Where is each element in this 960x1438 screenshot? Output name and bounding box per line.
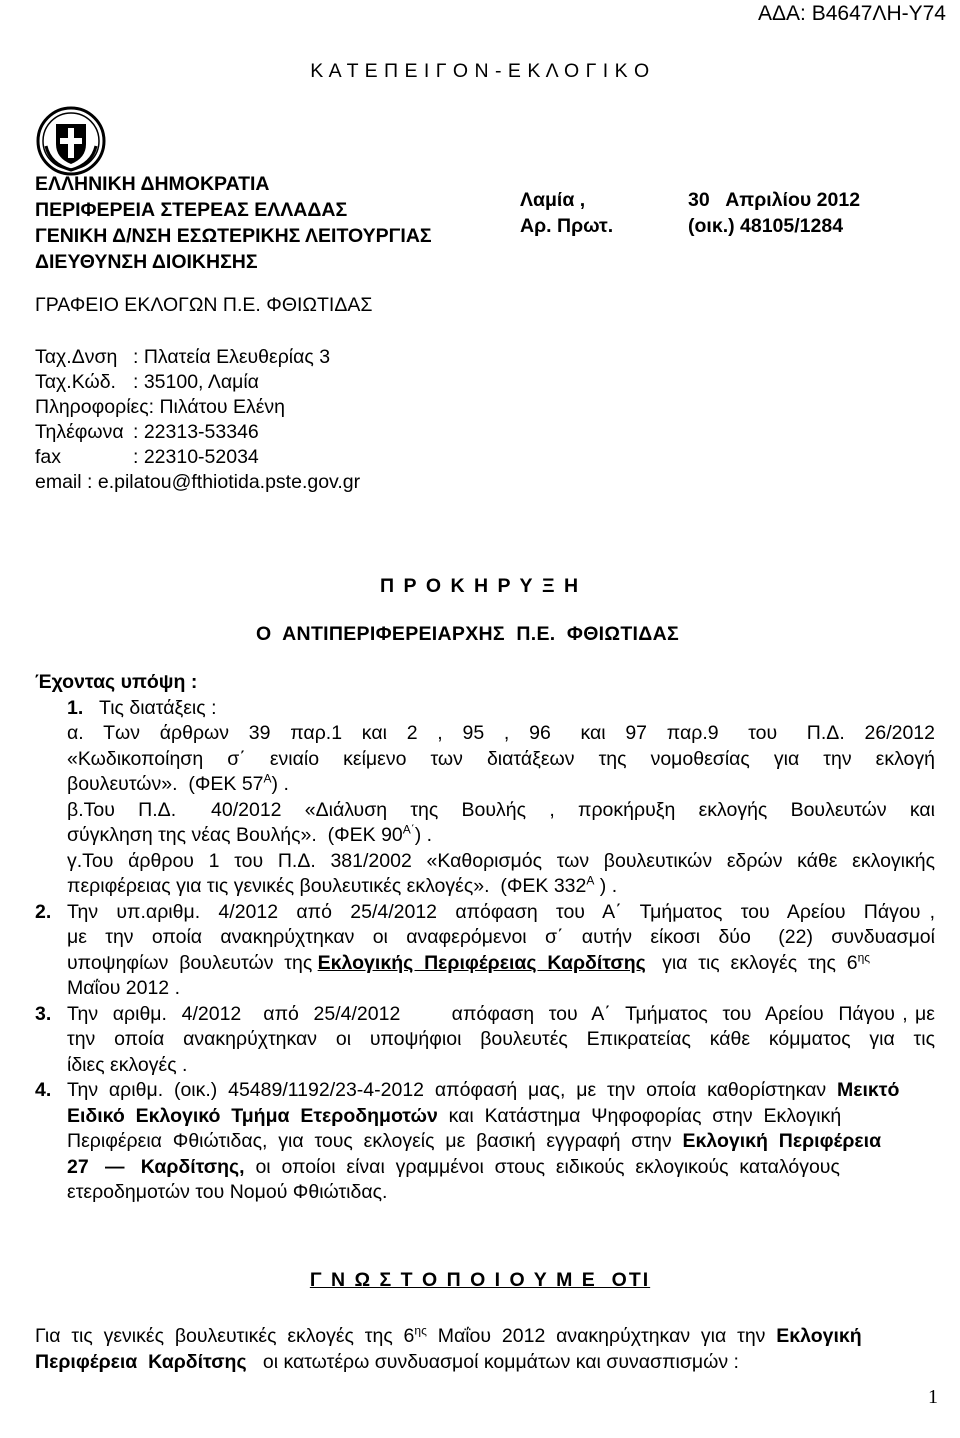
subitem-a-line: βουλευτών». (ΦΕΚ $57^A$) . [67, 771, 289, 795]
document-date: 30 Απριλίου 2012 [688, 189, 861, 211]
item-4-line: Περιφέρεια Φθιώτιδας, για τους εκλογείς με βασική εγγραφή στην Εκλογική Περιφέρεια [67, 1130, 882, 1152]
item-4-line: Ειδικό Εκλογικό Τμήμα Ετεροδημοτών και Κατάστημα Ψηφοφορίας στην Εκλογική [67, 1104, 842, 1127]
page-number: 1 [928, 1386, 938, 1408]
item-3-line: την οποία ανακηρύχτηκαν οι υποψήφιοι βουλευτές Επικρατείας κάθε κόμματος για τις [67, 1028, 935, 1050]
item-number: 1. [67, 696, 84, 719]
zip-key: Ταχ.Κώδ. [35, 371, 116, 393]
date-protocol-values [688, 187, 860, 239]
phone-value: : 22313-53346 [133, 421, 259, 443]
subitem-a-line: α. Των άρθρων 39 παρ.1 και 2 , 95 , 96 και 97 παρ.9 του Π.Δ. 26/2012 [67, 722, 935, 744]
item-3: 3. Την αριθμ. 4/2012 από 25/4/2012 απόφαση του Α΄ Τμήματος του Αρείου Πάγου , με την οποία ανακηρύχτηκαν οι υποψήφιοι βουλευτές Επικρατείας κάθε κόμματος για τις ίδιες εκλογές . [35, 1002, 935, 1079]
issuer-header [35, 171, 432, 275]
protocol-label: Αρ. Πρωτ. [520, 215, 614, 237]
zip-value: : 35100, Λαμία [133, 371, 259, 393]
item-2-line: Μαΐου 2012 . [67, 977, 180, 999]
item-4-line: ετεροδημοτών του Νομού Φθιώτιδας. [67, 1181, 388, 1203]
item-2: 2. Την υπ.αριθμ. 4/2012 από 25/4/2012 απόφαση του Α΄ Τμήματος του Αρείου Πάγου , με την οποία ανακηρύχτηκαν οι αναφερόμενοι σ΄ αυτήν είκοσι δύο (22) συνδυασμοί υποψηφίων βουλευτών της Εκλογικής Περιφέρειας Καρδίτσης για τις εκλογές της $6^{\eta\varsigma}$ Μαΐου 2012 . [35, 900, 935, 1002]
item-1-subitems [35, 721, 935, 900]
header-line: ΕΛΛΗΝΙΚΗ ΔΗΜΟΚΡΑΤΙΑ [35, 173, 270, 195]
fax-value: : 22310-52034 [133, 446, 259, 468]
header-line: ΓΕΝΙΚΗ Δ/ΝΣΗ ΕΣΩΤΕΡΙΚΗΣ ΛΕΙΤΟΥΡΓΙΑΣ [35, 225, 432, 247]
urgency-heading: Κ Α Τ Ε Π Ε Ι Γ Ο Ν - Ε Κ Λ Ο Γ Ι Κ Ο [310, 60, 650, 82]
document-body [35, 670, 935, 1206]
announcement-title: Γ Ν Ω Σ Τ Ο Π Ο Ι Ο Υ Μ Ε ΟΤΙ [309, 1269, 651, 1291]
protocol-number: (οικ.) 48105/1284 [688, 215, 844, 237]
subitem-a-line: «Κωδικοποίηση σ΄ ενιαίο κείμενο των διατάξεων της νομοθεσίας για την εκλογή [67, 747, 935, 770]
item-4: 4. Την αριθμ. (οικ.) 45489/1192/23-4-2012 απόφασή μας, με την οποία καθορίστηκαν Μεικτό Ειδικό Εκλογικό Τμήμα Ετεροδημοτών και Κατάστημα Ψηφοφορίας στην Εκλογική Περιφέρεια Φθιώτιδας, για τους εκλογείς με βασική εγγραφή στην Εκλογική Περιφέρεια 27 — Καρδίτσης, οι οποίοι είναι γραμμένοι στους ειδικούς εκλογικούς καταλόγους ετεροδημοτών του Νομού Φθιώτιδας. [35, 1078, 935, 1206]
place-label: Λαμία , [520, 189, 586, 211]
item-4-line: 27 — Καρδίτσης, οι οποίοι είναι γραμμένοι στους ειδικούς εκλογικούς καταλόγους [67, 1155, 840, 1178]
email-line: email : e.pilatou@fthiotida.pste.gov.gr [35, 471, 361, 493]
office-name: ΓΡΑΦΕΙΟ ΕΚΛΟΓΩΝ Π.Ε. ΦΘΙΩΤΙΔΑΣ [35, 294, 373, 316]
item-number: 4. [35, 1079, 52, 1101]
header-line: ΠΕΡΙΦΕΡΕΙΑ ΣΤΕΡΕΑΣ ΕΛΛΑΔΑΣ [35, 199, 348, 221]
address-value: : Πλατεία Ελευθερίας 3 [133, 346, 331, 368]
place-protocol-labels [520, 187, 613, 239]
phone-key: Τηλέφωνα [35, 421, 124, 443]
contact-block [35, 345, 360, 495]
ada-code: ΑΔΑ: Β4647ΛΗ-Υ74 [758, 2, 946, 25]
info-line: Πληροφορίες: Πιλάτου Ελένη [35, 396, 285, 418]
subitem-c-line: περιφέρειας για τις γενικές βουλευτικές εκλογές». (ΦΕΚ $332^A$ ) . [67, 873, 618, 897]
item-number: 2. [35, 900, 52, 923]
item-1-heading: 1. Τις διατάξεις : [35, 696, 935, 722]
issuer-title: Ο ΑΝΤΙΠΕΡΙΦΕΡΕΙΑΡΧΗΣ Π.Ε. ΦΘΙΩΤΙΔΑΣ [256, 623, 679, 645]
subitem-b-line: σύγκληση της νέας Βουλής». (ΦΕΚ $90^{A΄}$) . [67, 822, 433, 846]
subitem-c-line: γ.Του άρθρου 1 του Π.Δ. 381/2002 «Καθορισμός των βουλευτικών εδρών κάθε εκλογικής [67, 849, 935, 872]
item-number: 3. [35, 1002, 52, 1025]
item-3-line: ίδιες εκλογές . [67, 1053, 188, 1076]
subitem-b-line: β.Του Π.Δ. 40/2012 «Διάλυση της Βουλής , προκήρυξη εκλογής Βουλευτών και [67, 798, 935, 821]
fax-key: fax [35, 446, 62, 468]
item-2-line: με την οποία ανακηρύχτηκαν οι αναφερόμενοι σ΄ αυτήν είκοσι δύο (22) συνδυασμοί [67, 926, 935, 948]
proclamation-title: Π Ρ Ο Κ Η Ρ Υ Ξ Η [379, 575, 581, 597]
header-line: ΔΙΕΥΘΥΝΣΗ ΔΙΟΙΚΗΣΗΣ [35, 251, 258, 273]
closing-paragraph: Για τις γενικές βουλευτικές εκλογές της $6^{\eta\varsigma}$ Μαΐου 2012 ανακηρύχτηκαν για την Εκλογική Περιφέρεια Καρδίτσης οι κατωτέρω συνδυασμοί κομμάτων και συνασπισμών : [35, 1323, 862, 1373]
item-2-line: υποψηφίων βουλευτών της Εκλογικής Περιφέρειας Καρδίτσης για τις εκλογές της $6^{\eta\varsigma}$ [67, 950, 871, 974]
greek-coat-of-arms-icon [36, 106, 106, 176]
address-key: Ταχ.Δνση [35, 346, 118, 368]
considering-heading: Έχοντας υπόψη : [35, 671, 198, 693]
